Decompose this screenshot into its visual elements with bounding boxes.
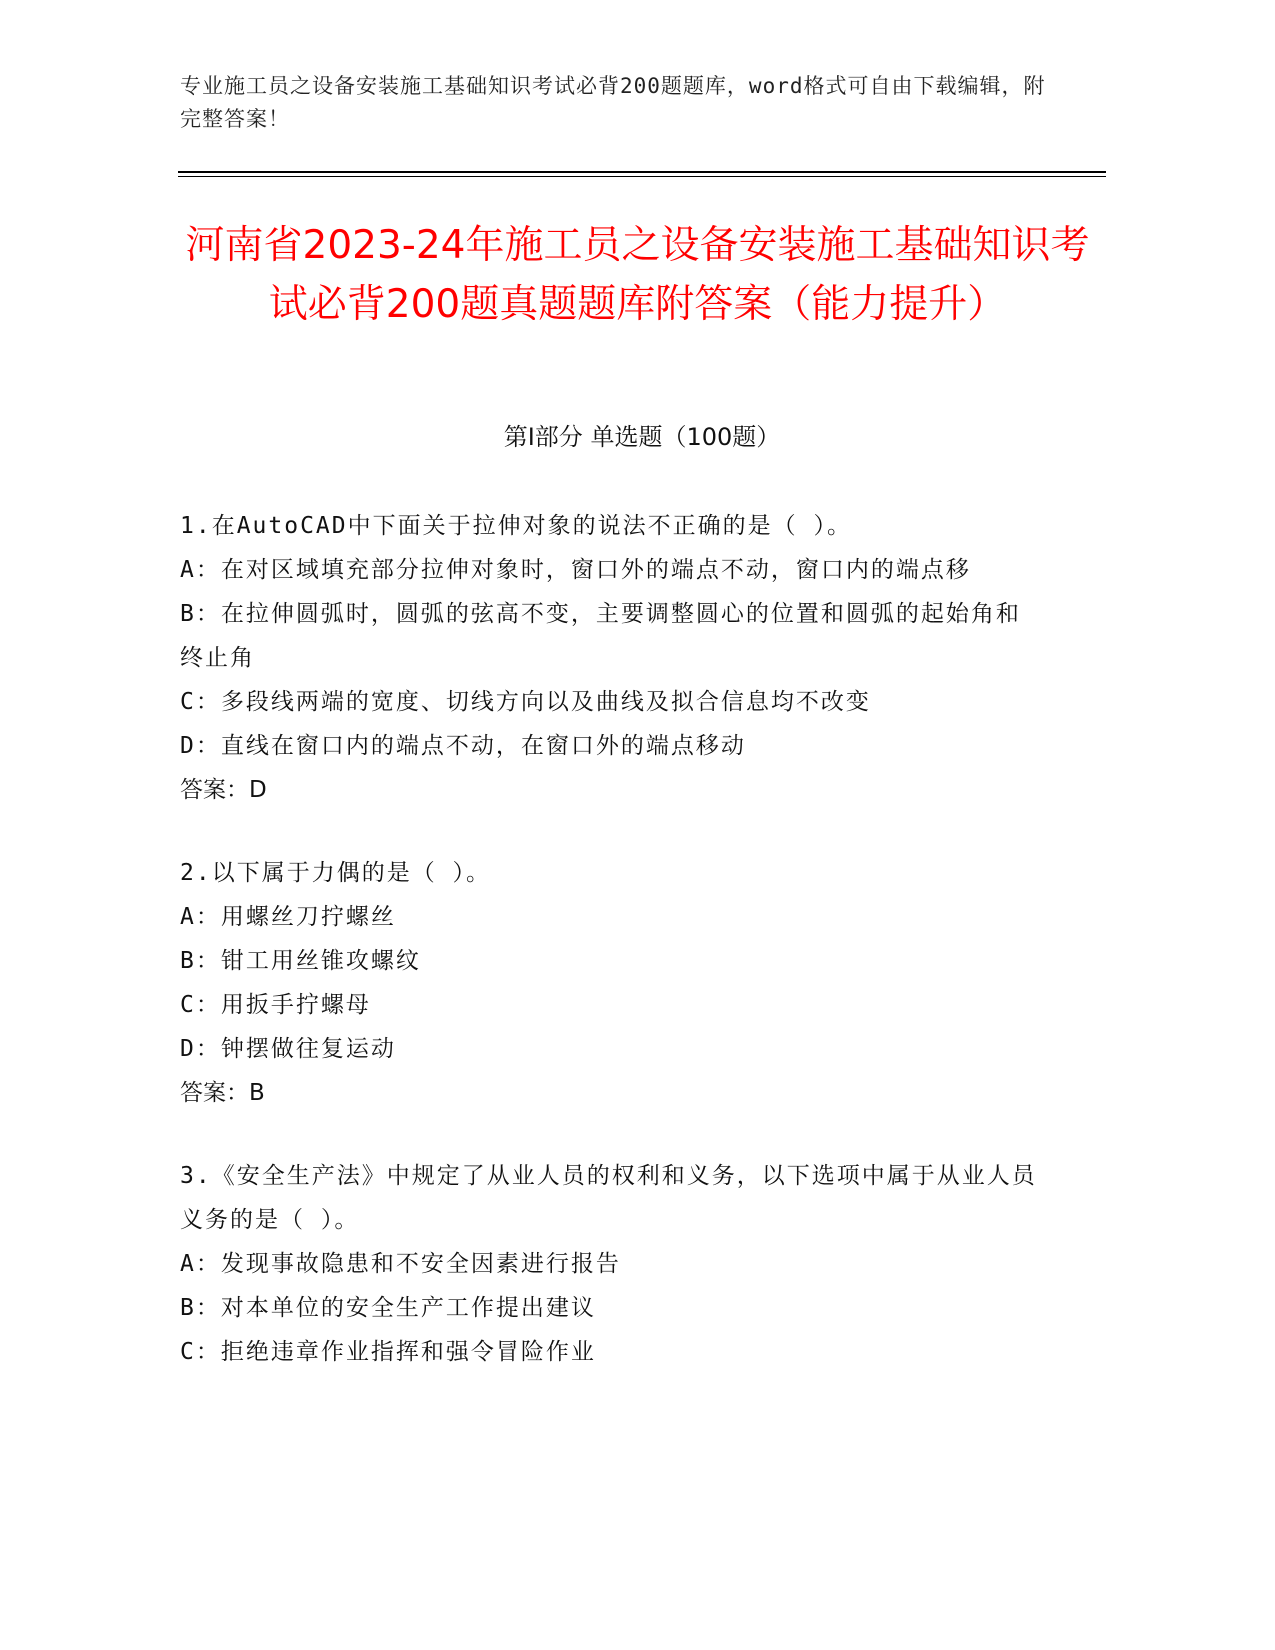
- option-a: A：在对区域填充部分拉伸对象时，窗口外的端点不动，窗口内的端点移: [180, 557, 971, 583]
- question-2: [180, 851, 1040, 1115]
- answer: 答案：D: [180, 777, 267, 803]
- option-b: B：在拉伸圆弧时，圆弧的弦高不变，主要调整圆心的位置和圆弧的起始角和终止角: [180, 601, 1021, 671]
- header-divider-thin: [178, 176, 1106, 177]
- option-d: D：直线在窗口内的端点不动，在窗口外的端点移动: [180, 733, 746, 759]
- document-title: 河南省2023-24年施工员之设备安装施工基础知识考试必背200题真题题库附答案（能力提升）: [185, 223, 1090, 327]
- question-1: [180, 504, 1040, 812]
- option-a: A：发现事故隐患和不安全因素进行报告: [180, 1251, 621, 1277]
- option-d: D：钟摆做往复运动: [180, 1036, 396, 1062]
- answer: 答案：B: [180, 1080, 265, 1106]
- question-list: [180, 504, 1040, 1413]
- header-note: 专业施工员之设备安装施工基础知识考试必背200题题库，word格式可自由下载编辑，附完整答案！: [180, 74, 1046, 131]
- option-c: C：拒绝违章作业指挥和强令冒险作业: [180, 1339, 596, 1365]
- option-c: C：用扳手拧螺母: [180, 992, 371, 1018]
- header-divider-thick: [178, 171, 1106, 173]
- question-stem: 2.以下属于力偶的是（ ）。: [180, 860, 492, 886]
- question-stem: 3.《安全生产法》中规定了从业人员的权利和义务，以下选项中属于从业人员义务的是（ ）。: [180, 1163, 1037, 1233]
- option-c: C：多段线两端的宽度、切线方向以及曲线及拟合信息均不改变: [180, 689, 871, 715]
- question-3: [180, 1154, 1040, 1374]
- option-b: B：钳工用丝锥攻螺纹: [180, 948, 421, 974]
- question-stem: 1.在AutoCAD中下面关于拉伸对象的说法不正确的是（ ）。: [180, 513, 852, 539]
- option-b: B：对本单位的安全生产工作提出建议: [180, 1295, 596, 1321]
- option-a: A：用螺丝刀拧螺丝: [180, 904, 396, 930]
- section-title: 第Ⅰ部分 单选题（100题）: [503, 423, 781, 451]
